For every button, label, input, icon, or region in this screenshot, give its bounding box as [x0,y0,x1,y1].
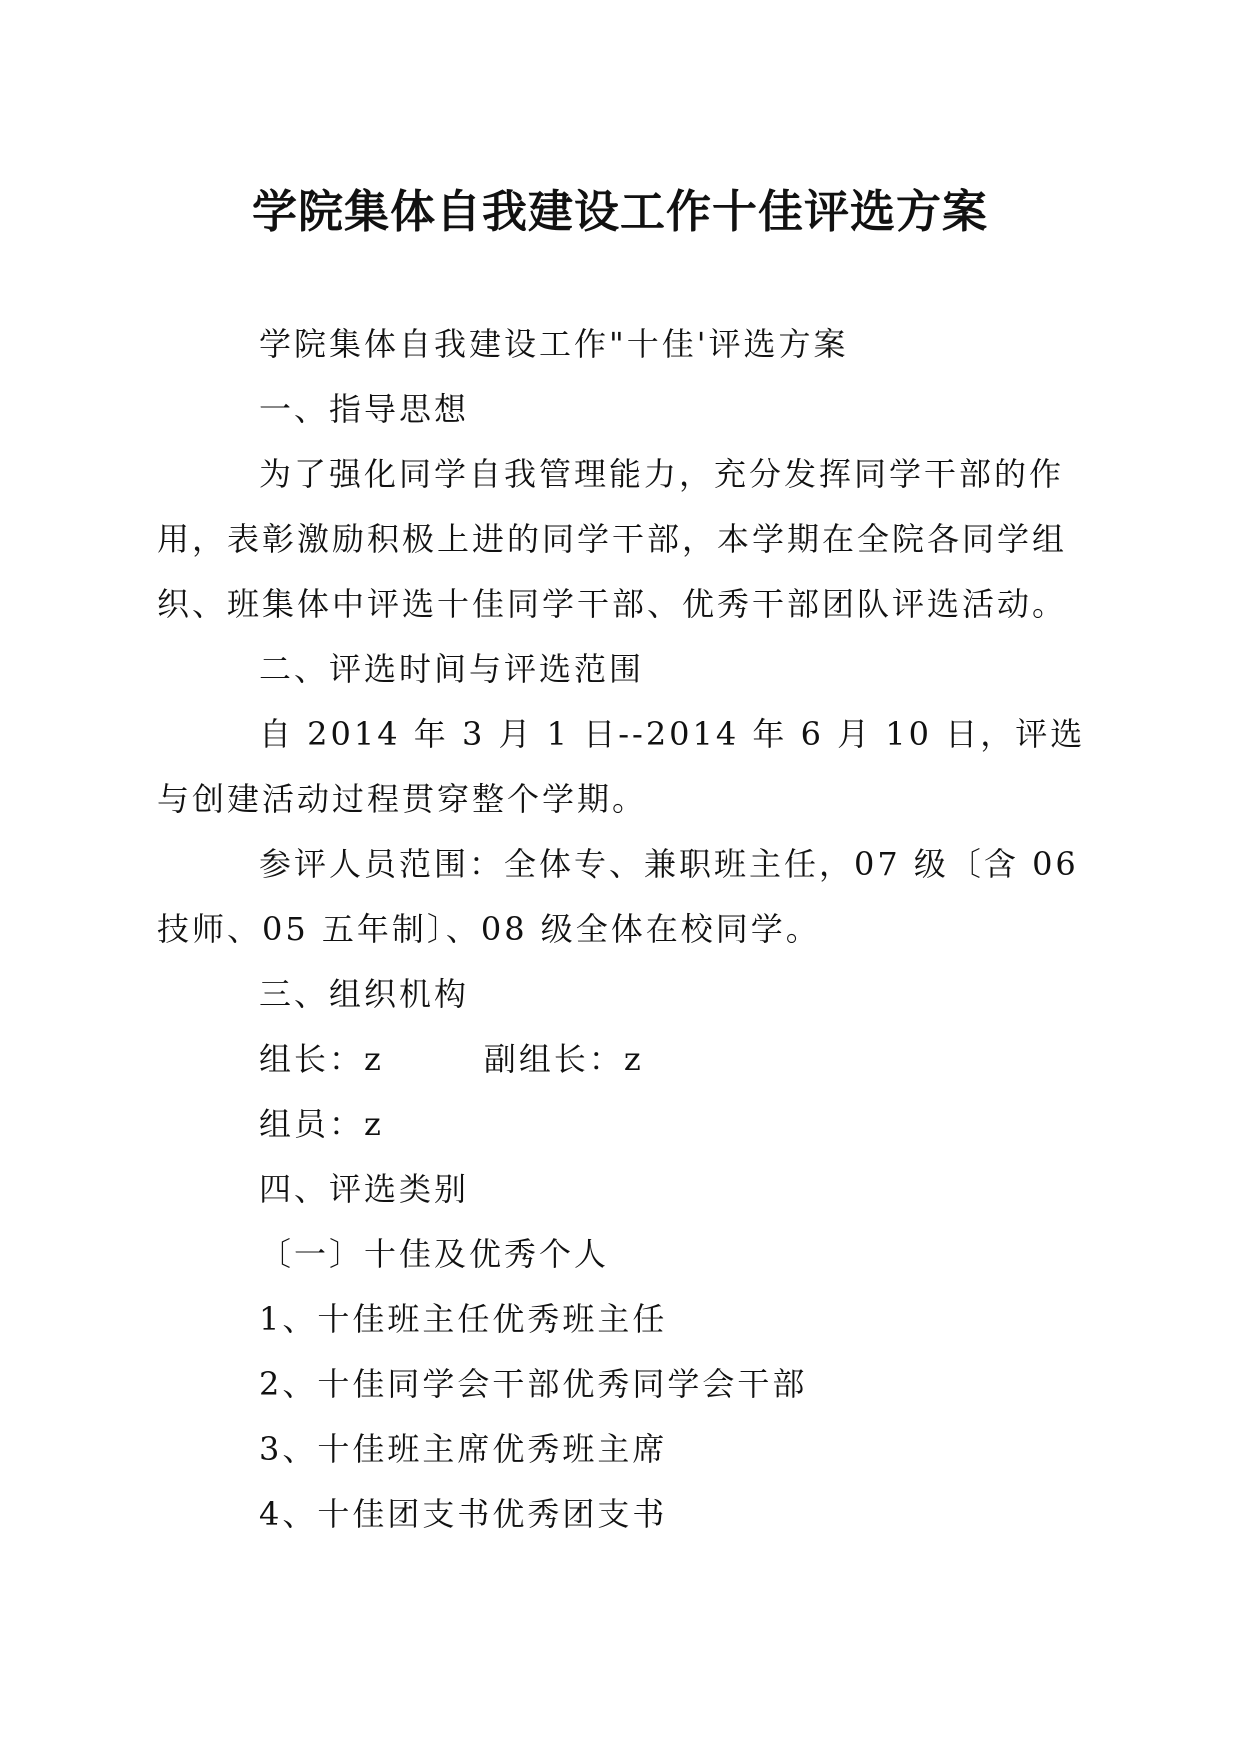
members-line: 组员：z [259,1105,384,1143]
subtitle-paragraph: 学院集体自我建设工作"十佳'评选方案 [259,325,849,363]
leader-text: 组长：z [259,1040,384,1078]
document-body [157,312,1097,1547]
scope-paragraph: 参评人员范围：全体专、兼职班主任，07 级〔含 06 技师、05 五年制〕、08 级全体在校同学。 [157,845,1079,948]
heading-guiding-thought: 一、指导思想 [259,390,470,428]
document-title: 学院集体自我建设工作十佳评选方案 [251,185,988,238]
leaders-line [157,1027,1097,1092]
category-item: 1、十佳班主任优秀班主任 [259,1300,668,1338]
heading-time-scope: 二、评选时间与评选范围 [259,650,645,688]
time-paragraph: 自 2014 年 3 月 1 日--2014 年 6 月 10 日，评选与创建活动过程贯穿整个学期。 [157,715,1086,818]
category-item: 2、十佳同学会干部优秀同学会干部 [259,1365,808,1403]
heading-categories: 四、评选类别 [259,1170,470,1208]
category-item: 3、十佳班主席优秀班主席 [259,1430,668,1468]
deputy-leader-text: 副组长：z [483,1040,644,1078]
category-item: 4、十佳团支书优秀团支书 [259,1495,668,1533]
guideline-paragraph: 为了强化同学自我管理能力，充分发挥同学干部的作用，表彰激励积极上进的同学干部，本学期在全院各同学组织、班集体中评选十佳同学干部、优秀干部团队评选活动。 [157,455,1068,623]
subheading-individuals: 〔一〕十佳及优秀个人 [259,1235,610,1273]
heading-organization: 三、组织机构 [259,975,470,1013]
